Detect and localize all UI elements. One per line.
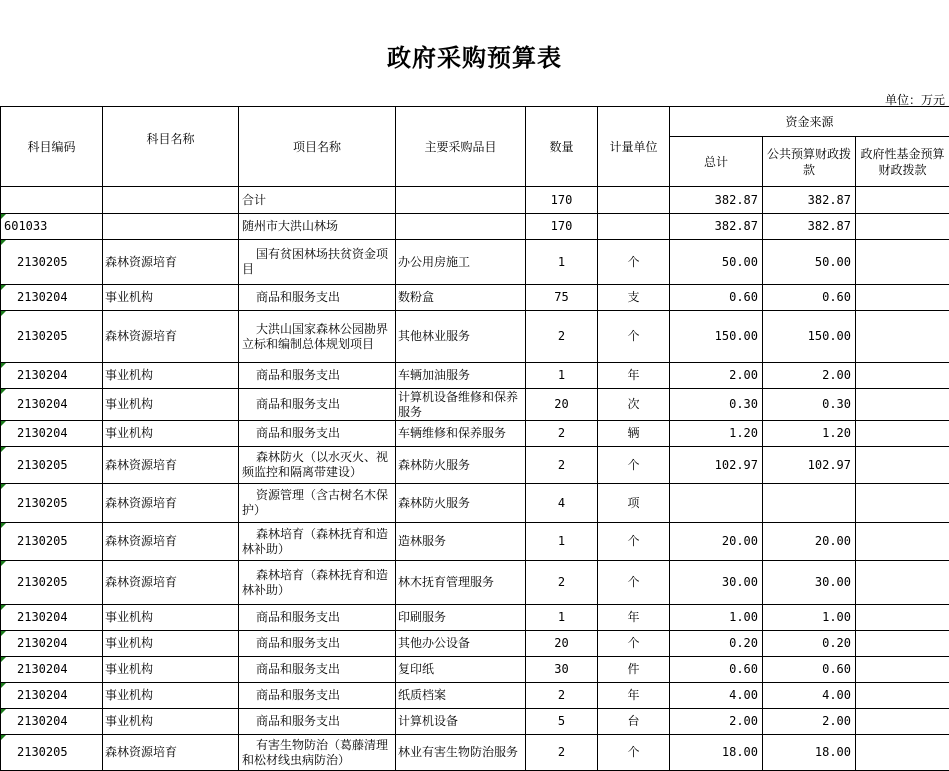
- header-code: 科目编码: [1, 107, 103, 187]
- cell-total: 382.87: [670, 187, 763, 214]
- cell-item: 复印纸: [396, 657, 526, 683]
- cell-public: 150.00: [763, 311, 856, 363]
- cell-item: 森林防火服务: [396, 484, 526, 523]
- cell-project: [239, 363, 396, 389]
- cell-fund: [856, 389, 949, 421]
- header-public: 公共预算财政拨款: [763, 137, 856, 187]
- table-row: [1, 311, 949, 363]
- cell-fund: [856, 187, 949, 214]
- cell-total: 50.00: [670, 240, 763, 285]
- summary-row: [1, 214, 949, 240]
- cell-code: 2130204: [1, 631, 103, 657]
- cell-project: [239, 631, 396, 657]
- cell-code: 2130205: [1, 523, 103, 561]
- project-name: 商品和服务支出: [242, 426, 340, 440]
- table-row: [1, 605, 949, 631]
- cell-measure: 年: [598, 363, 670, 389]
- cell-public: 4.00: [763, 683, 856, 709]
- unit-label: 单位：万元: [885, 91, 945, 108]
- cell-fund: [856, 735, 949, 771]
- cell-code: 2130204: [1, 605, 103, 631]
- cell-measure: 辆: [598, 421, 670, 447]
- cell-measure: 个: [598, 447, 670, 484]
- cell-total: 150.00: [670, 311, 763, 363]
- cell-project: [239, 735, 396, 771]
- cell-qty: 4: [526, 484, 598, 523]
- cell-item: 其他林业服务: [396, 311, 526, 363]
- cell-qty: 2: [526, 421, 598, 447]
- cell-subject: 事业机构: [103, 389, 239, 421]
- cell-public: 1.20: [763, 421, 856, 447]
- cell-total: 1.20: [670, 421, 763, 447]
- table-row: [1, 389, 949, 421]
- cell-public: 2.00: [763, 363, 856, 389]
- cell-public: 382.87: [763, 214, 856, 240]
- header-fund: 政府性基金预算财政拨款: [856, 137, 949, 187]
- cell-total: 0.20: [670, 631, 763, 657]
- cell-qty: 30: [526, 657, 598, 683]
- cell-public: 18.00: [763, 735, 856, 771]
- cell-public: 30.00: [763, 561, 856, 605]
- cell-code: 601033: [1, 214, 103, 240]
- cell-measure: 个: [598, 311, 670, 363]
- project-name: 商品和服务支出: [242, 610, 340, 624]
- cell-fund: [856, 631, 949, 657]
- header-total: 总计: [670, 137, 763, 187]
- cell-code: 2130204: [1, 285, 103, 311]
- table-body: [1, 187, 949, 771]
- cell-measure: [598, 187, 670, 214]
- cell-item: [396, 214, 526, 240]
- cell-code: 2130205: [1, 484, 103, 523]
- cell-project: [239, 561, 396, 605]
- cell-public: 50.00: [763, 240, 856, 285]
- cell-item: 车辆加油服务: [396, 363, 526, 389]
- cell-item: 印刷服务: [396, 605, 526, 631]
- cell-fund: [856, 240, 949, 285]
- project-name: 商品和服务支出: [242, 662, 340, 676]
- cell-subject: 事业机构: [103, 605, 239, 631]
- cell-item: 造林服务: [396, 523, 526, 561]
- cell-item: 数粉盒: [396, 285, 526, 311]
- cell-measure: 件: [598, 657, 670, 683]
- cell-total: 2.00: [670, 709, 763, 735]
- cell-project: [239, 484, 396, 523]
- cell-code: [1, 187, 103, 214]
- cell-fund: [856, 214, 949, 240]
- header-funding: 资金来源: [670, 107, 949, 137]
- cell-qty: 2: [526, 735, 598, 771]
- cell-measure: 个: [598, 523, 670, 561]
- cell-total: 0.60: [670, 285, 763, 311]
- cell-qty: 20: [526, 631, 598, 657]
- header-item: 主要采购品目: [396, 107, 526, 187]
- cell-measure: 台: [598, 709, 670, 735]
- cell-qty: 2: [526, 561, 598, 605]
- header-qty: 数量: [526, 107, 598, 187]
- cell-public: 1.00: [763, 605, 856, 631]
- cell-measure: 支: [598, 285, 670, 311]
- table-row: [1, 561, 949, 605]
- cell-fund: [856, 447, 949, 484]
- cell-qty: 2: [526, 311, 598, 363]
- cell-project: [239, 389, 396, 421]
- cell-fund: [856, 523, 949, 561]
- cell-total: 1.00: [670, 605, 763, 631]
- cell-fund: [856, 709, 949, 735]
- cell-qty: 1: [526, 523, 598, 561]
- cell-code: 2130205: [1, 240, 103, 285]
- cell-qty: 5: [526, 709, 598, 735]
- cell-measure: 年: [598, 683, 670, 709]
- table-row: [1, 421, 949, 447]
- cell-fund: [856, 285, 949, 311]
- project-name: 商品和服务支出: [242, 290, 340, 304]
- cell-fund: [856, 421, 949, 447]
- table-row: [1, 240, 949, 285]
- cell-code: 2130205: [1, 447, 103, 484]
- cell-qty: 170: [526, 187, 598, 214]
- project-name: 商品和服务支出: [242, 714, 340, 728]
- cell-total: 30.00: [670, 561, 763, 605]
- cell-public: 0.60: [763, 285, 856, 311]
- cell-item: 纸质档案: [396, 683, 526, 709]
- budget-table: [0, 106, 949, 771]
- cell-subject: 森林资源培育: [103, 311, 239, 363]
- cell-project: [239, 657, 396, 683]
- cell-subject: 森林资源培育: [103, 523, 239, 561]
- cell-total: 382.87: [670, 214, 763, 240]
- project-name: 森林防火（以水灭火、视频监控和隔离带建设）: [242, 450, 388, 479]
- cell-item: 车辆维修和保养服务: [396, 421, 526, 447]
- cell-fund: [856, 561, 949, 605]
- cell-public: 0.60: [763, 657, 856, 683]
- cell-code: 2130205: [1, 735, 103, 771]
- cell-project: [239, 240, 396, 285]
- cell-public: 102.97: [763, 447, 856, 484]
- cell-measure: 年: [598, 605, 670, 631]
- cell-code: 2130205: [1, 311, 103, 363]
- cell-subject: [103, 187, 239, 214]
- cell-code: 2130204: [1, 657, 103, 683]
- cell-qty: 1: [526, 363, 598, 389]
- cell-total: 20.00: [670, 523, 763, 561]
- cell-public: 382.87: [763, 187, 856, 214]
- table-row: [1, 735, 949, 771]
- table-row: [1, 363, 949, 389]
- cell-item: 办公用房施工: [396, 240, 526, 285]
- cell-public: 0.20: [763, 631, 856, 657]
- cell-total: 102.97: [670, 447, 763, 484]
- table-row: [1, 683, 949, 709]
- cell-project: [239, 421, 396, 447]
- cell-total: 4.00: [670, 683, 763, 709]
- cell-item: [396, 187, 526, 214]
- project-name: 森林培育（森林抚育和造林补助）: [242, 527, 388, 556]
- cell-subject: 事业机构: [103, 657, 239, 683]
- cell-public: 0.30: [763, 389, 856, 421]
- cell-item: 计算机设备: [396, 709, 526, 735]
- table-row: [1, 447, 949, 484]
- cell-code: 2130204: [1, 421, 103, 447]
- cell-fund: [856, 363, 949, 389]
- cell-project: [239, 523, 396, 561]
- summary-row: [1, 187, 949, 214]
- cell-item: 森林防火服务: [396, 447, 526, 484]
- cell-fund: [856, 683, 949, 709]
- project-name: 大洪山国家森林公园勘界立标和编制总体规划项目: [242, 322, 388, 351]
- project-name: 有害生物防治（葛藤清理和松材线虫病防治）: [242, 738, 388, 767]
- cell-public: [763, 484, 856, 523]
- cell-qty: 2: [526, 447, 598, 484]
- cell-measure: 个: [598, 631, 670, 657]
- cell-item: 计算机设备维修和保养服务: [396, 389, 526, 421]
- project-name: 商品和服务支出: [242, 397, 340, 411]
- cell-fund: [856, 484, 949, 523]
- cell-qty: 1: [526, 240, 598, 285]
- cell-subject: 森林资源培育: [103, 484, 239, 523]
- cell-fund: [856, 657, 949, 683]
- cell-item: 林木抚育管理服务: [396, 561, 526, 605]
- cell-item: 其他办公设备: [396, 631, 526, 657]
- cell-subject: 森林资源培育: [103, 240, 239, 285]
- header-project: 项目名称: [239, 107, 396, 187]
- cell-project: 合计: [239, 187, 396, 214]
- cell-qty: 75: [526, 285, 598, 311]
- cell-project: [239, 285, 396, 311]
- cell-public: 20.00: [763, 523, 856, 561]
- project-name: 商品和服务支出: [242, 368, 340, 382]
- table-row: [1, 285, 949, 311]
- cell-fund: [856, 311, 949, 363]
- cell-code: 2130205: [1, 561, 103, 605]
- cell-subject: 事业机构: [103, 363, 239, 389]
- cell-measure: 个: [598, 735, 670, 771]
- header-subject: 科目名称: [103, 107, 239, 187]
- table-row: [1, 484, 949, 523]
- cell-public: 2.00: [763, 709, 856, 735]
- cell-subject: 事业机构: [103, 683, 239, 709]
- cell-measure: 次: [598, 389, 670, 421]
- cell-measure: 个: [598, 240, 670, 285]
- cell-measure: 个: [598, 561, 670, 605]
- cell-qty: 2: [526, 683, 598, 709]
- cell-measure: 项: [598, 484, 670, 523]
- cell-project: [239, 447, 396, 484]
- cell-code: 2130204: [1, 683, 103, 709]
- cell-measure: [598, 214, 670, 240]
- cell-total: [670, 484, 763, 523]
- project-name: 森林培育（森林抚育和造林补助）: [242, 568, 388, 597]
- table-row: [1, 631, 949, 657]
- cell-qty: 1: [526, 605, 598, 631]
- cell-code: 2130204: [1, 389, 103, 421]
- cell-total: 18.00: [670, 735, 763, 771]
- cell-fund: [856, 605, 949, 631]
- cell-project: 随州市大洪山林场: [239, 214, 396, 240]
- page-title: 政府采购预算表: [0, 38, 949, 73]
- cell-subject: 事业机构: [103, 421, 239, 447]
- cell-subject: 森林资源培育: [103, 447, 239, 484]
- cell-project: [239, 683, 396, 709]
- cell-qty: 170: [526, 214, 598, 240]
- cell-subject: 森林资源培育: [103, 561, 239, 605]
- cell-total: 2.00: [670, 363, 763, 389]
- project-name: 国有贫困林场扶贫资金项目: [242, 247, 388, 276]
- cell-total: 0.30: [670, 389, 763, 421]
- table-row: [1, 709, 949, 735]
- project-name: 商品和服务支出: [242, 688, 340, 702]
- cell-subject: 事业机构: [103, 709, 239, 735]
- project-name: 商品和服务支出: [242, 636, 340, 650]
- cell-total: 0.60: [670, 657, 763, 683]
- cell-subject: 事业机构: [103, 285, 239, 311]
- cell-project: [239, 311, 396, 363]
- table-row: [1, 657, 949, 683]
- cell-project: [239, 709, 396, 735]
- cell-subject: 事业机构: [103, 631, 239, 657]
- cell-subject: 森林资源培育: [103, 735, 239, 771]
- table-row: [1, 523, 949, 561]
- cell-item: 林业有害生物防治服务: [396, 735, 526, 771]
- cell-code: 2130204: [1, 709, 103, 735]
- cell-project: [239, 605, 396, 631]
- cell-qty: 20: [526, 389, 598, 421]
- cell-code: 2130204: [1, 363, 103, 389]
- cell-subject: [103, 214, 239, 240]
- project-name: 资源管理（含古树名木保护）: [242, 488, 388, 517]
- header-measure: 计量单位: [598, 107, 670, 187]
